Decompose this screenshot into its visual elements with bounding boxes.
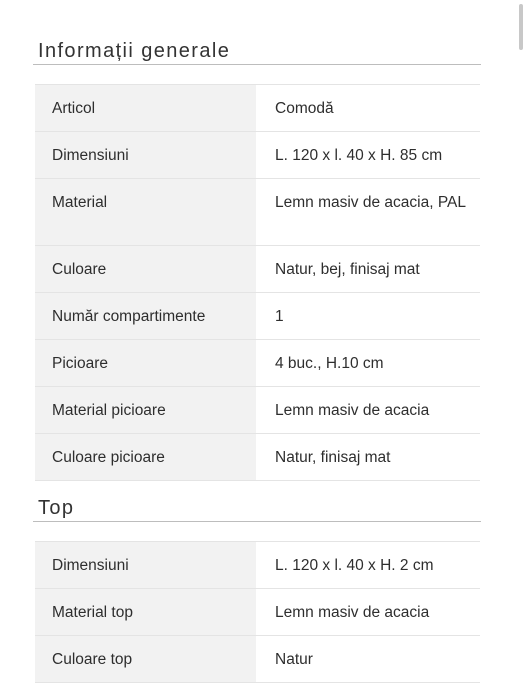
spec-value: 4 buc., H.10 cm bbox=[256, 340, 480, 387]
section-title: Top bbox=[38, 497, 75, 519]
section-general-info bbox=[33, 38, 481, 65]
spec-label: Material picioare bbox=[35, 387, 256, 434]
section-top bbox=[33, 495, 481, 522]
spec-value: Lemn masiv de acacia, PAL bbox=[256, 179, 480, 246]
table-row bbox=[35, 85, 480, 132]
spec-label: Culoare top bbox=[35, 636, 256, 683]
spec-label: Culoare bbox=[35, 246, 256, 293]
table-row bbox=[35, 589, 480, 636]
table-row bbox=[35, 542, 480, 589]
spec-table-top bbox=[35, 541, 480, 683]
table-row bbox=[35, 179, 480, 246]
spec-value: Comodă bbox=[256, 85, 480, 132]
table-row bbox=[35, 387, 480, 434]
spec-label: Picioare bbox=[35, 340, 256, 387]
table-row bbox=[35, 340, 480, 387]
table-row bbox=[35, 434, 480, 481]
spec-label: Dimensiuni bbox=[35, 132, 256, 179]
spec-value: 1 bbox=[256, 293, 480, 340]
table-row bbox=[35, 246, 480, 293]
table-row bbox=[35, 293, 480, 340]
spec-value: L. 120 x l. 40 x H. 2 cm bbox=[256, 542, 480, 589]
spec-label: Culoare picioare bbox=[35, 434, 256, 481]
spec-value: L. 120 x l. 40 x H. 85 cm bbox=[256, 132, 480, 179]
spec-table-general bbox=[35, 84, 480, 481]
table-row bbox=[35, 132, 480, 179]
spec-value: Lemn masiv de acacia bbox=[256, 387, 480, 434]
spec-label: Material bbox=[35, 179, 256, 246]
section-divider bbox=[33, 521, 481, 522]
spec-value: Natur, finisaj mat bbox=[256, 434, 480, 481]
spec-value: Natur bbox=[256, 636, 480, 683]
table-row bbox=[35, 636, 480, 683]
spec-value: Natur, bej, finisaj mat bbox=[256, 246, 480, 293]
spec-label: Număr compartimente bbox=[35, 293, 256, 340]
spec-label: Articol bbox=[35, 85, 256, 132]
section-title: Informații generale bbox=[38, 40, 231, 62]
spec-value: Lemn masiv de acacia bbox=[256, 589, 480, 636]
scrollbar-thumb[interactable] bbox=[519, 4, 523, 50]
spec-label: Material top bbox=[35, 589, 256, 636]
section-divider bbox=[33, 64, 481, 65]
spec-label: Dimensiuni bbox=[35, 542, 256, 589]
